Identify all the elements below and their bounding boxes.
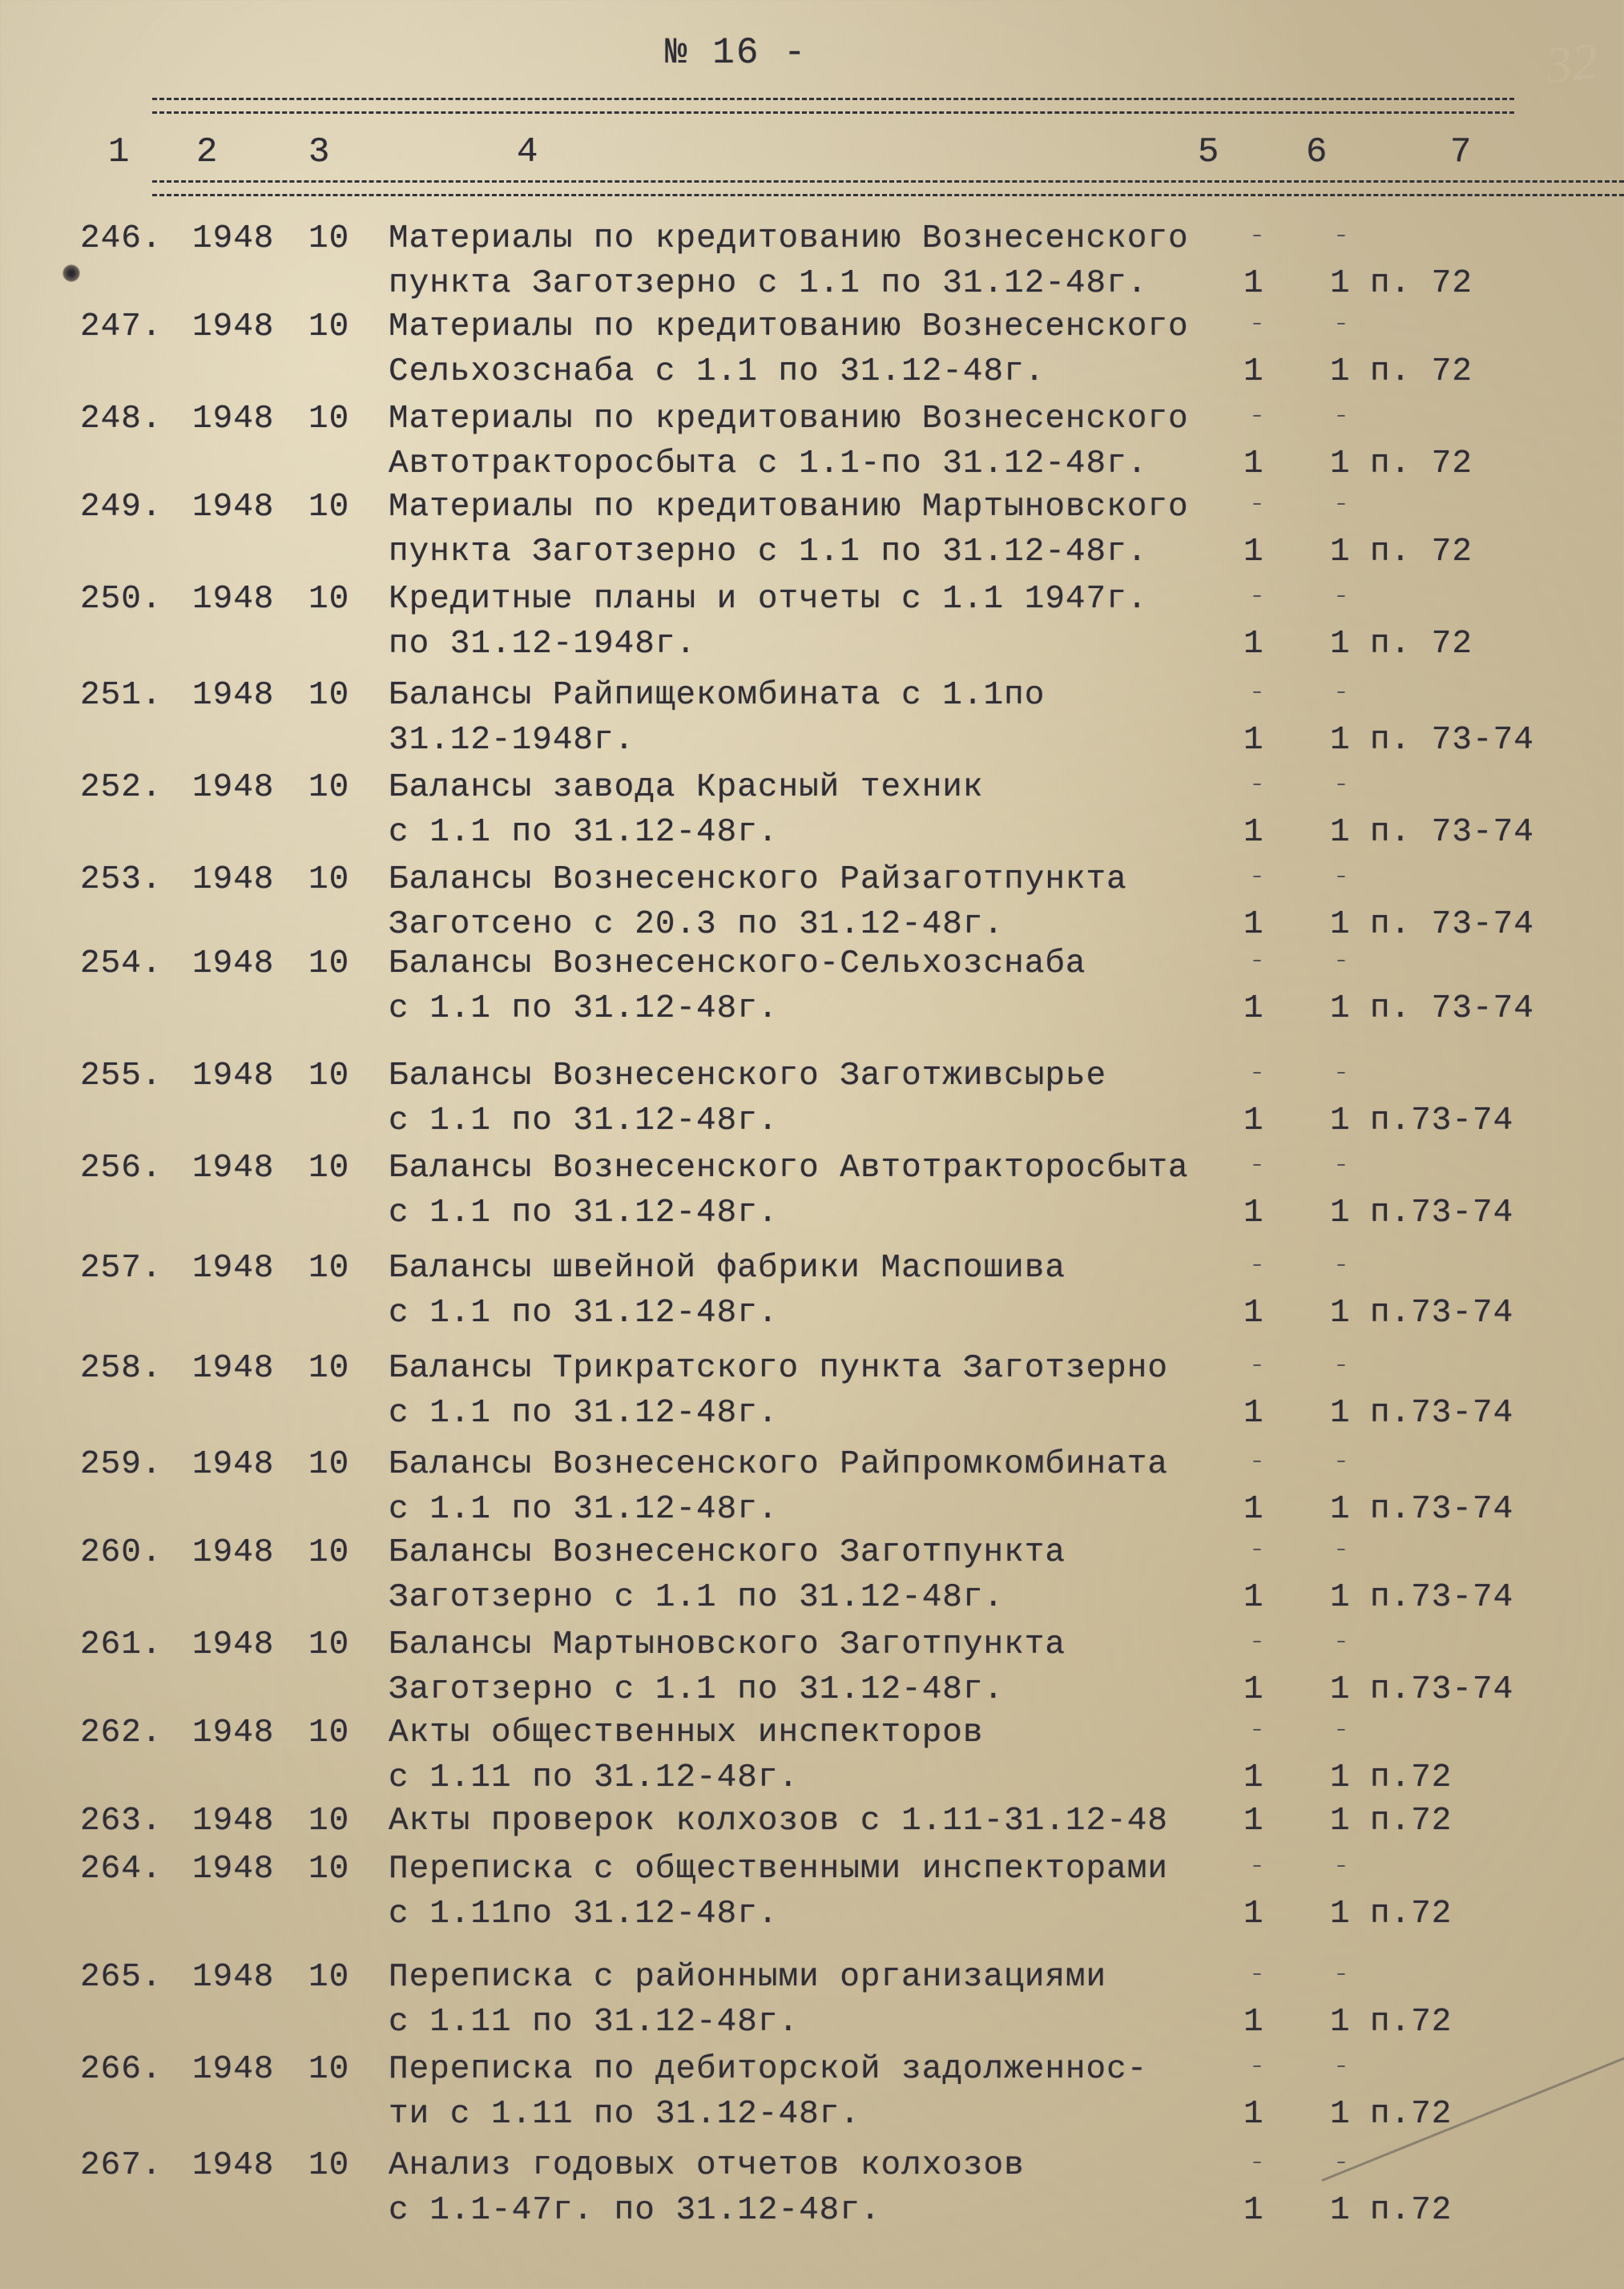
entry-section: 10 bbox=[308, 1534, 350, 1571]
entry-col5: 1 bbox=[1243, 722, 1264, 759]
entry-number: 252. bbox=[80, 769, 163, 806]
ditto-mark: ˗ bbox=[1334, 1534, 1349, 1562]
entry-section: 10 bbox=[308, 220, 350, 257]
entry-description-line: с 1.1 по 31.12-48г. bbox=[389, 1491, 779, 1528]
entry-number: 260. bbox=[80, 1534, 163, 1571]
entry-col7: п. 73-74 bbox=[1370, 990, 1534, 1027]
entry-col7: п.73-74 bbox=[1370, 1295, 1514, 1332]
entry-year: 1948 bbox=[192, 581, 275, 618]
entry-col7: п. 72 bbox=[1370, 353, 1473, 390]
entry-description-line: Балансы Вознесенского Заготживсырье bbox=[389, 1058, 1107, 1094]
entry-col7: п. 73-74 bbox=[1370, 814, 1534, 851]
ditto-mark: ˗ bbox=[1250, 1715, 1265, 1742]
paper-edge-line bbox=[1321, 2053, 1624, 2182]
entry-col5: 1 bbox=[1243, 1579, 1264, 1616]
column-header-5: 5 bbox=[1198, 132, 1219, 172]
entry-description-line: Материалы по кредитованию Мартыновского bbox=[389, 489, 1189, 526]
entry-section: 10 bbox=[308, 1150, 350, 1187]
entry-description-line: Переписка по дебиторской задолженнос- bbox=[389, 2051, 1148, 2088]
entry-col5: 1 bbox=[1243, 1295, 1264, 1332]
ditto-mark: ˗ bbox=[1334, 2147, 1349, 2174]
entry-description-line: с 1.1 по 31.12-48г. bbox=[389, 1395, 779, 1432]
entry-description-line: Балансы Райпищекомбината с 1.1по bbox=[389, 677, 1046, 714]
ditto-mark: ˗ bbox=[1334, 220, 1349, 248]
entry-number: 265. bbox=[80, 1959, 163, 1996]
entry-description-line: Кредитные планы и отчеты с 1.1 1947г. bbox=[389, 581, 1148, 618]
entry-col6: 1 bbox=[1330, 1896, 1351, 1932]
entry-description-line: 31.12-1948г. bbox=[389, 722, 635, 759]
entry-col5: 1 bbox=[1243, 906, 1264, 943]
ditto-mark: ˗ bbox=[1250, 861, 1265, 889]
entry-col5: 1 bbox=[1243, 445, 1264, 482]
entry-col7: п. 72 bbox=[1370, 534, 1473, 570]
entry-number: 250. bbox=[80, 581, 163, 618]
entry-year: 1948 bbox=[192, 1959, 275, 1996]
ditto-mark: ˗ bbox=[1334, 1851, 1349, 1878]
entry-year: 1948 bbox=[192, 308, 275, 345]
entry-number: 264. bbox=[80, 1851, 163, 1888]
ditto-mark: ˗ bbox=[1334, 945, 1349, 973]
entry-year: 1948 bbox=[192, 945, 275, 982]
entry-section: 10 bbox=[308, 308, 350, 345]
entry-description-line: с 1.1 по 31.12-48г. bbox=[389, 814, 779, 851]
entry-description-line: Акты проверок колхозов с 1.11-31.12-48 bbox=[389, 1803, 1168, 1840]
entry-description-line: с 1.1 по 31.12-48г. bbox=[389, 1195, 779, 1231]
ditto-mark: ˗ bbox=[1334, 769, 1349, 796]
entry-description-line: с 1.11по 31.12-48г. bbox=[389, 1896, 779, 1932]
ditto-mark: ˗ bbox=[1334, 2051, 1349, 2078]
entry-col5: 1 bbox=[1243, 534, 1264, 570]
ditto-mark: ˗ bbox=[1334, 489, 1349, 516]
header-rule bbox=[152, 180, 1624, 196]
entry-col5: 1 bbox=[1243, 1896, 1264, 1932]
entry-number: 254. bbox=[80, 945, 163, 982]
entry-section: 10 bbox=[308, 1350, 350, 1387]
column-header-7: 7 bbox=[1450, 132, 1472, 172]
entry-number: 262. bbox=[80, 1715, 163, 1751]
entry-year: 1948 bbox=[192, 1350, 275, 1387]
entry-col7: п.72 bbox=[1370, 2192, 1453, 2229]
column-header-6: 6 bbox=[1306, 132, 1328, 172]
entry-col7: п.73-74 bbox=[1370, 1671, 1514, 1708]
entry-section: 10 bbox=[308, 1250, 350, 1287]
entry-section: 10 bbox=[308, 1803, 350, 1840]
ditto-mark: ˗ bbox=[1250, 1446, 1265, 1473]
entry-description-line: Балансы Вознесенского Заготпункта bbox=[389, 1534, 1066, 1571]
entry-description-line: Анализ годовых отчетов колхозов bbox=[389, 2147, 1025, 2184]
entry-description-line: ти с 1.11 по 31.12-48г. bbox=[389, 2096, 860, 2133]
entry-year: 1948 bbox=[192, 1446, 275, 1483]
entry-year: 1948 bbox=[192, 769, 275, 806]
ditto-mark: ˗ bbox=[1250, 220, 1265, 248]
entry-year: 1948 bbox=[192, 2147, 275, 2184]
ditto-mark: ˗ bbox=[1250, 1959, 1265, 1986]
entry-col6: 1 bbox=[1330, 1295, 1351, 1332]
entry-col6: 1 bbox=[1330, 814, 1351, 851]
ditto-mark: ˗ bbox=[1250, 1250, 1265, 1277]
entry-col6: 1 bbox=[1330, 1803, 1351, 1840]
entry-col7: п. 73-74 bbox=[1370, 906, 1534, 943]
entry-col6: 1 bbox=[1330, 445, 1351, 482]
column-header-4: 4 bbox=[517, 132, 538, 172]
ditto-mark: ˗ bbox=[1250, 401, 1265, 428]
entry-section: 10 bbox=[308, 769, 350, 806]
ditto-mark: ˗ bbox=[1334, 581, 1349, 608]
entry-col7: п.72 bbox=[1370, 1759, 1453, 1796]
entry-description-line: Балансы Трикратского пункта Заготзерно bbox=[389, 1350, 1168, 1387]
entry-col6: 1 bbox=[1330, 906, 1351, 943]
entry-col5: 1 bbox=[1243, 1491, 1264, 1528]
ditto-mark: ˗ bbox=[1250, 1851, 1265, 1878]
entry-section: 10 bbox=[308, 489, 350, 526]
entry-description-line: пункта Заготзерно с 1.1 по 31.12-48г. bbox=[389, 534, 1148, 570]
entry-col5: 1 bbox=[1243, 265, 1264, 302]
entry-number: 261. bbox=[80, 1626, 163, 1663]
entry-col5: 1 bbox=[1243, 626, 1264, 663]
entry-section: 10 bbox=[308, 1851, 350, 1888]
entry-number: 258. bbox=[80, 1350, 163, 1387]
ditto-mark: ˗ bbox=[1334, 1626, 1349, 1654]
entry-section: 10 bbox=[308, 945, 350, 982]
ditto-mark: ˗ bbox=[1250, 945, 1265, 973]
entry-year: 1948 bbox=[192, 861, 275, 898]
entry-year: 1948 bbox=[192, 677, 275, 714]
entry-section: 10 bbox=[308, 401, 350, 437]
entry-year: 1948 bbox=[192, 1715, 275, 1751]
ditto-mark: ˗ bbox=[1334, 1058, 1349, 1085]
entry-year: 1948 bbox=[192, 1626, 275, 1663]
entry-description-line: Заготзерно с 1.1 по 31.12-48г. bbox=[389, 1671, 1005, 1708]
entry-section: 10 bbox=[308, 2051, 350, 2088]
column-header-1: 1 bbox=[108, 132, 130, 172]
entry-number: 263. bbox=[80, 1803, 163, 1840]
entry-col5: 1 bbox=[1243, 1759, 1264, 1796]
ditto-mark: ˗ bbox=[1250, 1534, 1265, 1562]
entry-number: 251. bbox=[80, 677, 163, 714]
entry-section: 10 bbox=[308, 2147, 350, 2184]
entry-description-line: Материалы по кредитованию Вознесенского bbox=[389, 401, 1189, 437]
ditto-mark: ˗ bbox=[1250, 1626, 1265, 1654]
entry-col6: 1 bbox=[1330, 353, 1351, 390]
entry-col5: 1 bbox=[1243, 2004, 1264, 2041]
entry-col6: 1 bbox=[1330, 722, 1351, 759]
entry-col6: 1 bbox=[1330, 2004, 1351, 2041]
ditto-mark: ˗ bbox=[1250, 677, 1265, 704]
entry-description-line: Балансы швейной фабрики Маспошива bbox=[389, 1250, 1066, 1287]
ditto-mark: ˗ bbox=[1334, 1250, 1349, 1277]
entry-description-line: Балансы завода Красный техник bbox=[389, 769, 984, 806]
entry-col6: 1 bbox=[1330, 1759, 1351, 1796]
entry-description-line: Балансы Вознесенского-Сельхозснаба bbox=[389, 945, 1086, 982]
entry-number: 257. bbox=[80, 1250, 163, 1287]
entry-number: 253. bbox=[80, 861, 163, 898]
entry-col5: 1 bbox=[1243, 1195, 1264, 1231]
entry-description-line: Материалы по кредитованию Вознесенского bbox=[389, 308, 1189, 345]
entry-col6: 1 bbox=[1330, 626, 1351, 663]
ditto-mark: ˗ bbox=[1334, 861, 1349, 889]
entry-col7: п.73-74 bbox=[1370, 1395, 1514, 1432]
entry-description-line: с 1.1-47г. по 31.12-48г. bbox=[389, 2192, 881, 2229]
entry-number: 248. bbox=[80, 401, 163, 437]
entry-description-line: Заготсено с 20.3 по 31.12-48г. bbox=[389, 906, 1005, 943]
column-header-2: 2 bbox=[196, 132, 218, 172]
entry-col5: 1 bbox=[1243, 814, 1264, 851]
ditto-mark: ˗ bbox=[1334, 1959, 1349, 1986]
entry-col6: 1 bbox=[1330, 1395, 1351, 1432]
entry-description-line: Переписка с районными организациями bbox=[389, 1959, 1107, 1996]
ditto-mark: ˗ bbox=[1334, 1446, 1349, 1473]
ditto-mark: ˗ bbox=[1250, 2051, 1265, 2078]
entry-col6: 1 bbox=[1330, 1491, 1351, 1528]
entry-description-line: Заготзерно с 1.1 по 31.12-48г. bbox=[389, 1579, 1005, 1616]
entry-description-line: пункта Заготзерно с 1.1 по 31.12-48г. bbox=[389, 265, 1148, 302]
entry-col5: 1 bbox=[1243, 1395, 1264, 1432]
entry-number: 267. bbox=[80, 2147, 163, 2184]
entry-number: 246. bbox=[80, 220, 163, 257]
entry-section: 10 bbox=[308, 1446, 350, 1483]
entry-col6: 1 bbox=[1330, 1102, 1351, 1139]
entry-col6: 1 bbox=[1330, 534, 1351, 570]
entry-year: 1948 bbox=[192, 1250, 275, 1287]
ditto-mark: ˗ bbox=[1334, 1715, 1349, 1742]
entry-description-line: с 1.1 по 31.12-48г. bbox=[389, 1295, 779, 1332]
entry-col5: 1 bbox=[1243, 2096, 1264, 2133]
entry-col7: п. 72 bbox=[1370, 265, 1473, 302]
entry-section: 10 bbox=[308, 581, 350, 618]
entry-col6: 1 bbox=[1330, 990, 1351, 1027]
entry-col7: п.73-74 bbox=[1370, 1195, 1514, 1231]
entry-year: 1948 bbox=[192, 1803, 275, 1840]
ditto-mark: ˗ bbox=[1334, 1350, 1349, 1377]
page-number: № 16 - bbox=[665, 32, 808, 74]
ditto-mark: ˗ bbox=[1250, 769, 1265, 796]
entry-description-line: Балансы Вознесенского Автотракторосбыта bbox=[389, 1150, 1189, 1187]
ditto-mark: ˗ bbox=[1334, 677, 1349, 704]
entry-number: 259. bbox=[80, 1446, 163, 1483]
entry-section: 10 bbox=[308, 1715, 350, 1751]
entry-col5: 1 bbox=[1243, 353, 1264, 390]
hole-punch-mark bbox=[62, 264, 80, 282]
entry-col7: п.73-74 bbox=[1370, 1491, 1514, 1528]
entry-section: 10 bbox=[308, 1959, 350, 1996]
entry-section: 10 bbox=[308, 677, 350, 714]
entry-col5: 1 bbox=[1243, 990, 1264, 1027]
entry-col6: 1 bbox=[1330, 2096, 1351, 2133]
entry-col6: 1 bbox=[1330, 1671, 1351, 1708]
entry-col7: п.72 bbox=[1370, 1896, 1453, 1932]
entry-description-line: Сельхозснаба с 1.1 по 31.12-48г. bbox=[389, 353, 1046, 390]
ditto-mark: ˗ bbox=[1250, 489, 1265, 516]
entry-section: 10 bbox=[308, 1626, 350, 1663]
ditto-mark: ˗ bbox=[1334, 401, 1349, 428]
entry-col7: п. 72 bbox=[1370, 626, 1473, 663]
ditto-mark: ˗ bbox=[1250, 581, 1265, 608]
entry-number: 249. bbox=[80, 489, 163, 526]
entry-col5: 1 bbox=[1243, 1671, 1264, 1708]
entry-year: 1948 bbox=[192, 401, 275, 437]
entry-number: 247. bbox=[80, 308, 163, 345]
top-rule bbox=[152, 98, 1514, 114]
entry-year: 1948 bbox=[192, 220, 275, 257]
ditto-mark: ˗ bbox=[1334, 308, 1349, 336]
entry-description-line: Балансы Мартыновского Заготпункта bbox=[389, 1626, 1066, 1663]
entry-description-line: по 31.12-1948г. bbox=[389, 626, 697, 663]
entry-col7: п.72 bbox=[1370, 1803, 1453, 1840]
entry-col6: 1 bbox=[1330, 265, 1351, 302]
entry-description-line: Переписка с общественными инспекторами bbox=[389, 1851, 1168, 1888]
entry-year: 1948 bbox=[192, 1058, 275, 1094]
ditto-mark: ˗ bbox=[1334, 1150, 1349, 1177]
entry-col7: п. 73-74 bbox=[1370, 722, 1534, 759]
ditto-mark: ˗ bbox=[1250, 1150, 1265, 1177]
entry-description-line: Автотракторосбыта с 1.1-по 31.12-48г. bbox=[389, 445, 1148, 482]
entry-description-line: с 1.11 по 31.12-48г. bbox=[389, 1759, 800, 1796]
ditto-mark: ˗ bbox=[1250, 308, 1265, 336]
entry-col7: п.72 bbox=[1370, 2004, 1453, 2041]
entry-year: 1948 bbox=[192, 1534, 275, 1571]
entry-description-line: с 1.11 по 31.12-48г. bbox=[389, 2004, 800, 2041]
entry-section: 10 bbox=[308, 861, 350, 898]
entry-year: 1948 bbox=[192, 489, 275, 526]
entry-col6: 1 bbox=[1330, 2192, 1351, 2229]
entry-description-line: с 1.1 по 31.12-48г. bbox=[389, 990, 779, 1027]
ditto-mark: ˗ bbox=[1250, 1058, 1265, 1085]
entry-number: 256. bbox=[80, 1150, 163, 1187]
column-header-3: 3 bbox=[308, 132, 330, 172]
entry-description-line: Балансы Вознесенского Райпромкомбината bbox=[389, 1446, 1168, 1483]
entry-description-line: с 1.1 по 31.12-48г. bbox=[389, 1102, 779, 1139]
entry-description-line: Материалы по кредитованию Вознесенского bbox=[389, 220, 1189, 257]
entry-col6: 1 bbox=[1330, 1195, 1351, 1231]
entry-col7: п.73-74 bbox=[1370, 1579, 1514, 1616]
entry-section: 10 bbox=[308, 1058, 350, 1094]
ditto-mark: ˗ bbox=[1250, 1350, 1265, 1377]
entry-col7: п.73-74 bbox=[1370, 1102, 1514, 1139]
entry-col5: 1 bbox=[1243, 1803, 1264, 1840]
entry-col6: 1 bbox=[1330, 1579, 1351, 1616]
entry-description-line: Акты общественных инспекторов bbox=[389, 1715, 984, 1751]
entry-year: 1948 bbox=[192, 2051, 275, 2088]
entry-col7: п.72 bbox=[1370, 2096, 1453, 2133]
entry-description-line: Балансы Вознесенского Райзаготпункта bbox=[389, 861, 1127, 898]
folio-number: 32 bbox=[1543, 31, 1601, 95]
ditto-mark: ˗ bbox=[1250, 2147, 1265, 2174]
entry-year: 1948 bbox=[192, 1851, 275, 1888]
entry-number: 266. bbox=[80, 2051, 163, 2088]
entry-col5: 1 bbox=[1243, 1102, 1264, 1139]
entry-year: 1948 bbox=[192, 1150, 275, 1187]
entry-col7: п. 72 bbox=[1370, 445, 1473, 482]
entry-col5: 1 bbox=[1243, 2192, 1264, 2229]
entry-number: 255. bbox=[80, 1058, 163, 1094]
